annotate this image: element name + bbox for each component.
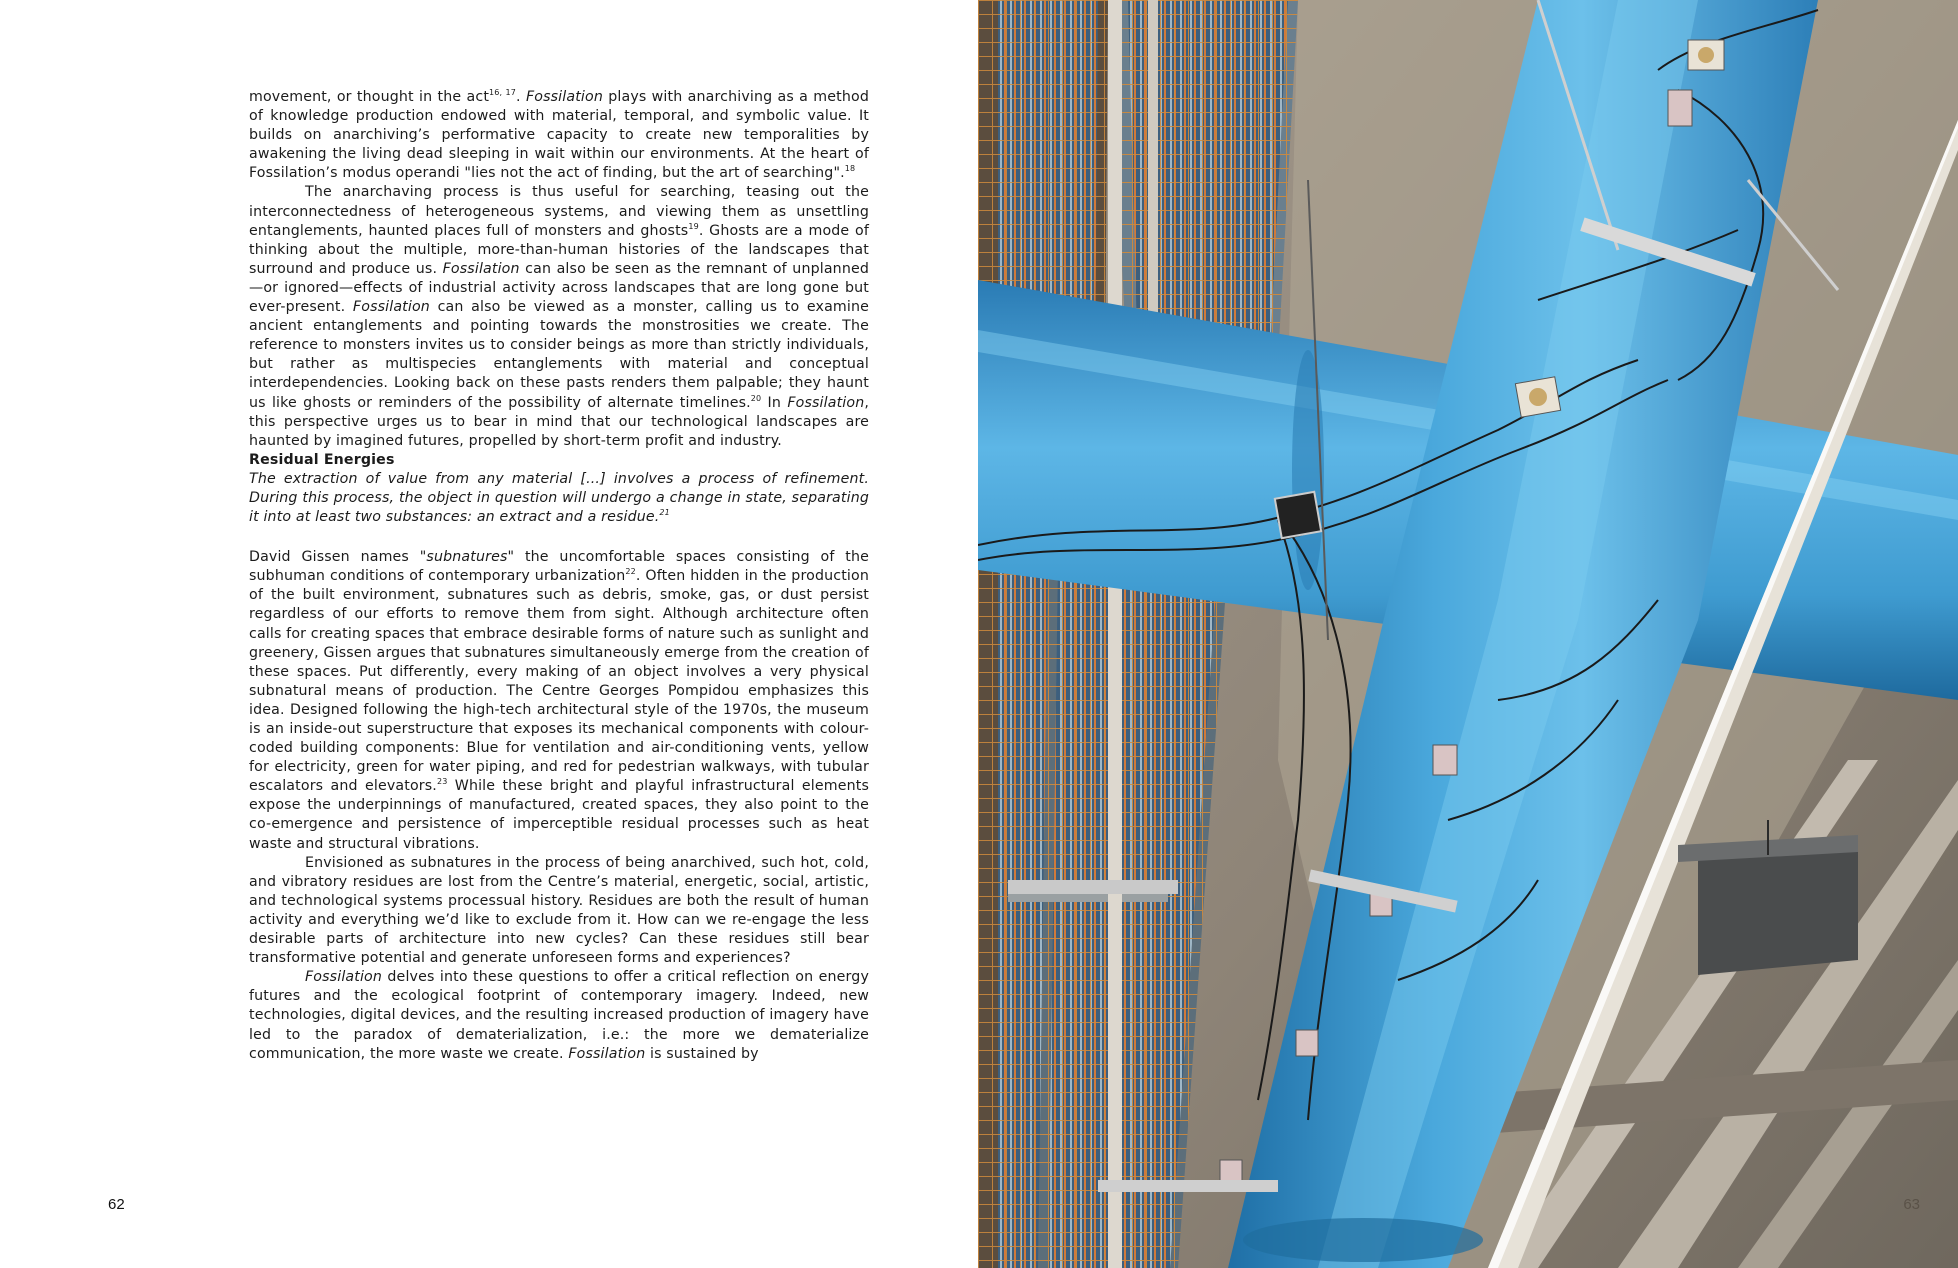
block-quote: The extraction of value from any material [...] involves a process of refinement. During this process, the object in question will undergo a change in state, separating it into at least two substances: an extract and a residue.$^{21}$ [249, 470, 869, 526]
right-page-photo [978, 0, 1958, 1268]
footnote-ref: 16, 17 [489, 88, 516, 97]
spacer [249, 527, 869, 548]
section-heading: Residual Energies [249, 451, 395, 468]
footnote-ref: 22 [625, 567, 636, 577]
paragraph-3: David Gissen names "subnatures" the uncomfortable spaces consisting of the subhuman conditions of contemporary urbanization$^{22}$. Often hidden in the production of the built environment, subnatures such as debris, smoke, gas, or dust persist regardless of our efforts to remove them from sight. Although architecture often calls for creating spaces that embrace desirable forms of nature such as sunlight and greenery, Gissen argues that subnatures simultaneously emerge from the creation of these spaces. Put differently, every making of an object involves a very physical subnatural means of production. The Centre Georges Pompidou emphasizes this idea. Designed following the high-tech architectural style of the 1970s, the museum is an inside-out superstructure that exposes its mechanical components with colour-coded building components: Blue for ventilation and air-conditioning vents, yellow for electricity, green for water piping, and red for pedestrian walkways, with tubular escalators and elevators.$^{23}$ While these bright and playful infrastructural elements expose the underpinnings of manufactured, created spaces, they also point to the co-emergence and persistence of imperceptible residual processes such as heat waste and structural vibrations. [249, 549, 870, 852]
page-number-right: 63 [1903, 1196, 1920, 1213]
paragraph-2: The anarchaving process is thus useful for searching, teasing out the interconnectedness of heterogeneous systems, and viewing them as unsettling entanglements, haunted places full of monsters and ghosts$^{19}$. Ghosts are a mode of thinking about the multiple, more-than-human histories of the landscapes that surround and produce us. Fossilation can also be seen as the remnant of unplanned—or ignored—effects of industrial activity across landscapes that are long gone but ever-present. Fossilation can also be viewed as a monster, calling us to examine ancient entanglements and pointing towards the monstrosities we create. The reference to monsters invites us to consider beings as more than strictly individuals, but rather as multispecies entanglements with material and conceptual interdependencies. Looking back on these pasts renders them palpable; they haunt us like ghosts or reminders of the possibility of alternate timelines.$^{20}$ In Fossilation, this perspective urges us to bear in mind that our technological landscapes are haunted by imagined futures, propelled by short-term profit and industry. [249, 184, 870, 449]
footnote-ref: 18 [844, 164, 856, 174]
left-page [0, 0, 978, 1268]
paragraph-5: Fossilation delves into these questions to offer a critical reflection on energy futures and the ecological footprint of contemporary imagery. Indeed, new technologies, digital devices, and the resulting increased production of imagery have led to the paradox of dematerialization, i.e.: the more we dematerialize communication, the more waste we create. Fossilation is sustained by [249, 969, 869, 1062]
paragraph-4: Envisioned as subnatures in the process of being anarchived, such hot, cold, and vibratory residues are lost from the Centre’s material, energetic, social, artistic, and technological systems processual history. Residues are both the result of human activity and everything we’d like to exclude from it. How can we re-engage the less desirable parts of architecture into new cycles? Can these residues still bear transformative potential and generate unforeseen forms and experiences? [249, 854, 869, 967]
paragraph-1: movement, or thought in the act$^{16, 17}$. Fossilation plays with anarchiving as a method of knowledge production endowed with material, temporal, and symbolic value. It builds on anarchiving’s performative capacity to create new temporalities by awakening the living dead sleeping in wait within our environments. At the heart of Fossilation’s modus operandi "lies not the act of finding, but the art of searching".$^{18}$ [249, 88, 869, 182]
footnote-ref: 21 [659, 508, 670, 518]
page-number-left: 62 [108, 1196, 125, 1213]
footnote-ref: 20 [750, 393, 762, 403]
footnote-ref: 19 [688, 221, 699, 231]
body-text [249, 88, 869, 1064]
ceiling-ducts-photo [978, 0, 1958, 1268]
footnote-ref: 23 [436, 777, 448, 787]
